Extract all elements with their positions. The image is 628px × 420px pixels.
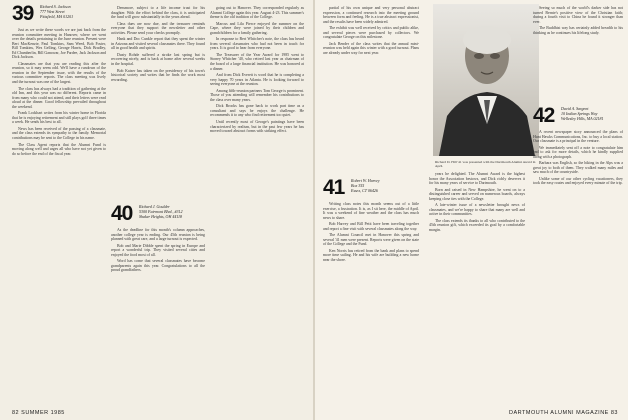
photo-caption: Richard D. Hill '41 was presented with the Dartmouth Alumni Award in April. [435,160,536,169]
column-text: Writing class notes this month seems out of a little exercise, a frustration. It is, as I sit here, the middle of April. It was a weekend of fine weather and the class has much news to share. Bob Harvey and Bill Petit have been traveling together and report a fine visit with several classmates along the way. The Alumni Council met in Hanover this spring and several '41 men were present. Reports were given on the state of the College and the Fund. Ken Norris has retired from the bank and plans to spend more time sailing. He and his wife are building a new home near the shore. [323,202,419,263]
class-secretary-42: David A. Sargent 10 Indian Springs Way Wellesley Hills, MA 02181 [561,106,604,121]
class-year-41: 41 [323,176,345,199]
column-text: Densmore, subject to a life income trust for his daughter. With the effort behind the class, it is anticipated the fund will grow substantially in the years ahead. Class dues are now due, and the treasurer reminds everyone that they support the newsletter and other activities. Please send your checks promptly. Hank and Doc Cunkle report that they spent the winter in Arizona and visited several classmates there. They found all in good health and spirits. Dusty Rohde suffered a stroke last spring but is recovering nicely, and is back at home after several weeks in the hospital. Bob Kaiser has taken on the presidency of his town's historical society and writes that he finds the work most rewarding. [111,6,205,82]
column-text: Seeing so much of the world's darker side has not turned Bernie's positive view of the Christian faith; during a fourth visit to China he found it stronger than ever. The Buddhist way has certainly added breadth to his thinking as he continues his lifelong study. [533,6,623,35]
left-page [0,0,313,420]
portrait-photo [433,4,539,156]
class-year-42: 42 [533,104,555,127]
column-text: As the deadline for this month's column approaches, another college year is ending. Our 45th reunion is being planned with great care, and a large turnout is expected. Bob and Marie Dibble spent the spring in Europe and report a wonderful trip. They visited several cities and enjoyed the food most of all. Word has come that several classmates have become grandparents again this year. Congratulations to all the proud grandfathers. [111,228,205,273]
portrait-figure-icon [433,4,539,156]
column-text: going out to Hanover. They corresponded regularly as Alumni College again this year. August 4-23. This summer's theme is the old tradition of the College. Marcus and Lila Pierce enjoyed the summer on the Cape, where they were joined by their children and grandchildren for a family gathering. In response to Bert Whitcher's note, the class has heard from several classmates who had not been in touch for years. It is good to hear from everyone. The Treasurer of the Year Award for 1985 went to Stoney Whitcher '40, who retired last year as chairman of the board of a large financial institution. He was honored at a dinner. And from Dick Everett is word that he is completing a very happy 70 years in Atlanta. He is looking forward to seeing everyone at the reunion. Among fifth-reunion partners Tom George is prominent. Those of you attending will remember his contributions to the class over many years. Dick Brooks has gone back to work part time as a consultant and says he enjoys the challenge. He recommends it to any who find retirement too quiet. Until recently most of George's paintings have been characterized by realism, but in the past few years he has moved toward abstract forms with striking effect. [210,6,304,134]
page-folio-left: 82 SUMMER 1985 [12,410,65,416]
class-year-40: 40 [111,202,133,225]
column-text: partial of his own unique and very personal abstract expression, a continued research into the meeting ground between form and feeling. He is a true abstract expressionist, and the results have been widely admired. The exhibit was well received by critics and public alike, and several pieces were purchased by collectors. We congratulate George on this milestone. Jack Bender of the class writes that the annual mini-reunion was held again this winter with a good turnout. Plans are already under way for next year. [323,6,419,55]
class-secretary-41: Robert W. Harvey Box 355 Essex, CT 06426 [351,178,380,193]
column-text: A recent newspaper story announced the plans of Hunt Hawks Communications, Inc. to buy a local station. Our classmate is a principal in the venture. We immediately sent off a note to congratulate him and to ask for more details, which he kindly supplied along with a photograph. Barbara was English, so the hiking in the Alps was a great joy to both of them. They walked many miles and saw much of the countryside. Unlike some of our other cycling vacationers, they took the easy routes and enjoyed every minute of the trip. [533,130,623,186]
class-secretary-39: Richard S. Jackson 777 West Street Pittsfield, MA 01201 [40,4,74,19]
column-text: Just as we write these words we are just back from the reunion committee meeting in Hanover, where we went over the details pertaining to the June reunion. Present were Bert MacKenzie, Paul Tomkins, Sam Weed, Bob Foster, Bill Tomkins, Wes Gelling, George Harris, Dick Bradley, Ed Chamberlin, Bill Ganowar, Joe Pardee, Jack Jackson and Dick Jackson. Classmates are that you are reading this after the reunion, so it may seem odd. We'll have a rundown of the reunion in the September issue, with the results of the various committee reports. The class meeting was lively and the turnout was one of the largest. The class has always had a tradition of gathering at the old Inn, and this year was no different. Reports came in from many who could not attend, and their letters were read aloud at the dinner. Good fellowship prevailed throughout the weekend. Frank Lockhart writes from his winter home in Florida that he is enjoying retirement and still plays golf three times a week. He sends his best to all. News has been received of the passing of a classmate, and the class extends its sympathy to the family. Memorial contributions may be sent to the College in his name. The Class Agent reports that the Alumni Fund is moving along well and urges all who have not yet given to do so before the end of the fiscal year. [12,28,106,156]
right-page [315,0,628,420]
class-secretary-40: Richard J. Goulder 5300 Fairmont Blvd., #312 Shaker Heights, OH 44118 [139,204,183,219]
column-text: years he delighted. The Alumni Award is the highest honor the Association bestows, and Dick richly deserves it for his many years of service to Dartmouth. Born and raised in New Hampshire, he went on to a distinguished career and served on numerous boards, always keeping close ties with the College. A late-winter issue of a newsletter brought news of classmates, and we're happy to share that many are well and active in their communities. The class extends its thanks to all who contributed to the 45th reunion gift, which exceeded its goal by a comfortable margin. [429,172,525,233]
page-folio-right: DARTMOUTH ALUMNI MAGAZINE 83 [509,410,618,416]
class-year-39: 39 [12,2,34,25]
